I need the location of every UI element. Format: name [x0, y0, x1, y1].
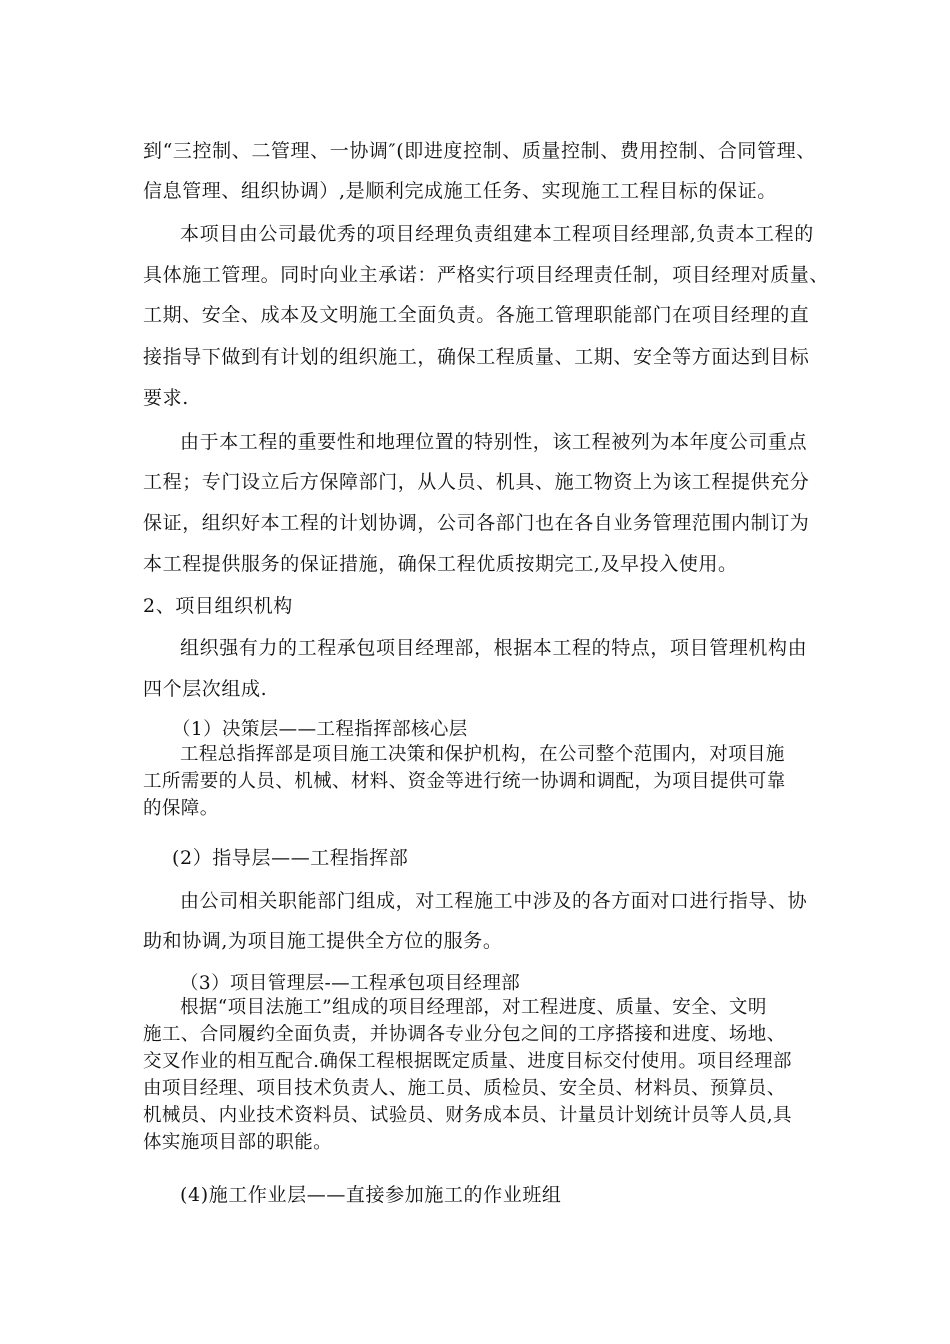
- section-2-intro-line-1: 组织强有力的工程承包项目经理部，根据本工程的特点，项目管理机构由: [180, 637, 808, 659]
- layer-1-line-1: 工程总指挥部是项目施工决策和保护机构，在公司整个范围内，对项目施: [180, 744, 785, 765]
- intro-line-2: 信息管理、组织协调）,是顺利完成施工任务、实现施工工程目标的保证。: [143, 180, 777, 202]
- layer-3-line-3: 交叉作业的相互配合.确保工程根据既定质量、进度目标交付使用。项目经理部: [143, 1051, 792, 1072]
- importance-para-line-1: 由于本工程的重要性和地理位置的特别性，该工程被列为本年度公司重点: [180, 431, 808, 453]
- layer-3-line-1: 根据“项目法施工”组成的项目经理部，对工程进度、质量、安全、文明: [180, 997, 767, 1018]
- manager-para-line-5: 要求.: [143, 387, 189, 409]
- layer-3-line-6: 体实施项目部的职能。: [143, 1132, 333, 1153]
- intro-line-1: 到“三控制、二管理、一协调″(即进度控制、质量控制、费用控制、合同管理、: [143, 140, 816, 162]
- layer-1-heading: （1）决策层——工程指挥部核心层: [172, 719, 468, 740]
- importance-para-line-2: 工程；专门设立后方保障部门，从人员、机具、施工物资上为该工程提供充分: [143, 471, 810, 493]
- layer-3-heading: （3）项目管理层-—工程承包项目经理部: [180, 973, 521, 994]
- layer-1-line-3: 的保障。: [143, 798, 219, 819]
- layer-2-heading: (2）指导层——工程指挥部: [172, 847, 409, 869]
- manager-para-line-3: 工期、安全、成本及文明施工全面负责。各施工管理职能部门在项目经理的直: [143, 304, 810, 326]
- layer-4-heading: (4)施工作业层——直接参加施工的作业班组: [180, 1184, 562, 1206]
- manager-para-line-1: 本项目由公司最优秀的项目经理负责组建本工程项目经理部,负责本工程的: [180, 223, 814, 245]
- importance-para-line-3: 保证，组织好本工程的计划协调，公司各部门也在各自业务管理范围内制订为: [143, 512, 810, 534]
- section-2-intro-line-2: 四个层次组成.: [143, 678, 268, 700]
- layer-3-line-2: 施工、合同履约全面负责，并协调各专业分包之间的工序搭接和进度、场地、: [143, 1024, 786, 1045]
- layer-2-line-1: 由公司相关职能部门组成，对工程施工中涉及的各方面对口进行指导、协: [180, 890, 808, 912]
- section-2-heading: 2、项目组织机构: [143, 595, 293, 617]
- layer-3-line-5: 机械员、内业技术资料员、试验员、财务成本员、计量员计划统计员等人员,具: [143, 1105, 792, 1126]
- importance-para-line-4: 本工程提供服务的保证措施，确保工程优质按期完工,及早投入使用。: [143, 553, 738, 575]
- layer-2-line-2: 助和协调,为项目施工提供全方位的服务。: [143, 930, 503, 952]
- manager-para-line-2: 具体施工管理。同时向业主承诺：严格实行项目经理责任制，项目经理对质量、: [143, 264, 830, 286]
- layer-3-line-4: 由项目经理、项目技术负责人、施工员、质检员、安全员、材料员、预算员、: [143, 1078, 786, 1099]
- layer-1-line-2: 工所需要的人员、机械、材料、资金等进行统一协调和调配，为项目提供可靠: [143, 771, 786, 792]
- manager-para-line-4: 接指导下做到有计划的组织施工，确保工程质量、工期、安全等方面达到目标: [143, 346, 810, 368]
